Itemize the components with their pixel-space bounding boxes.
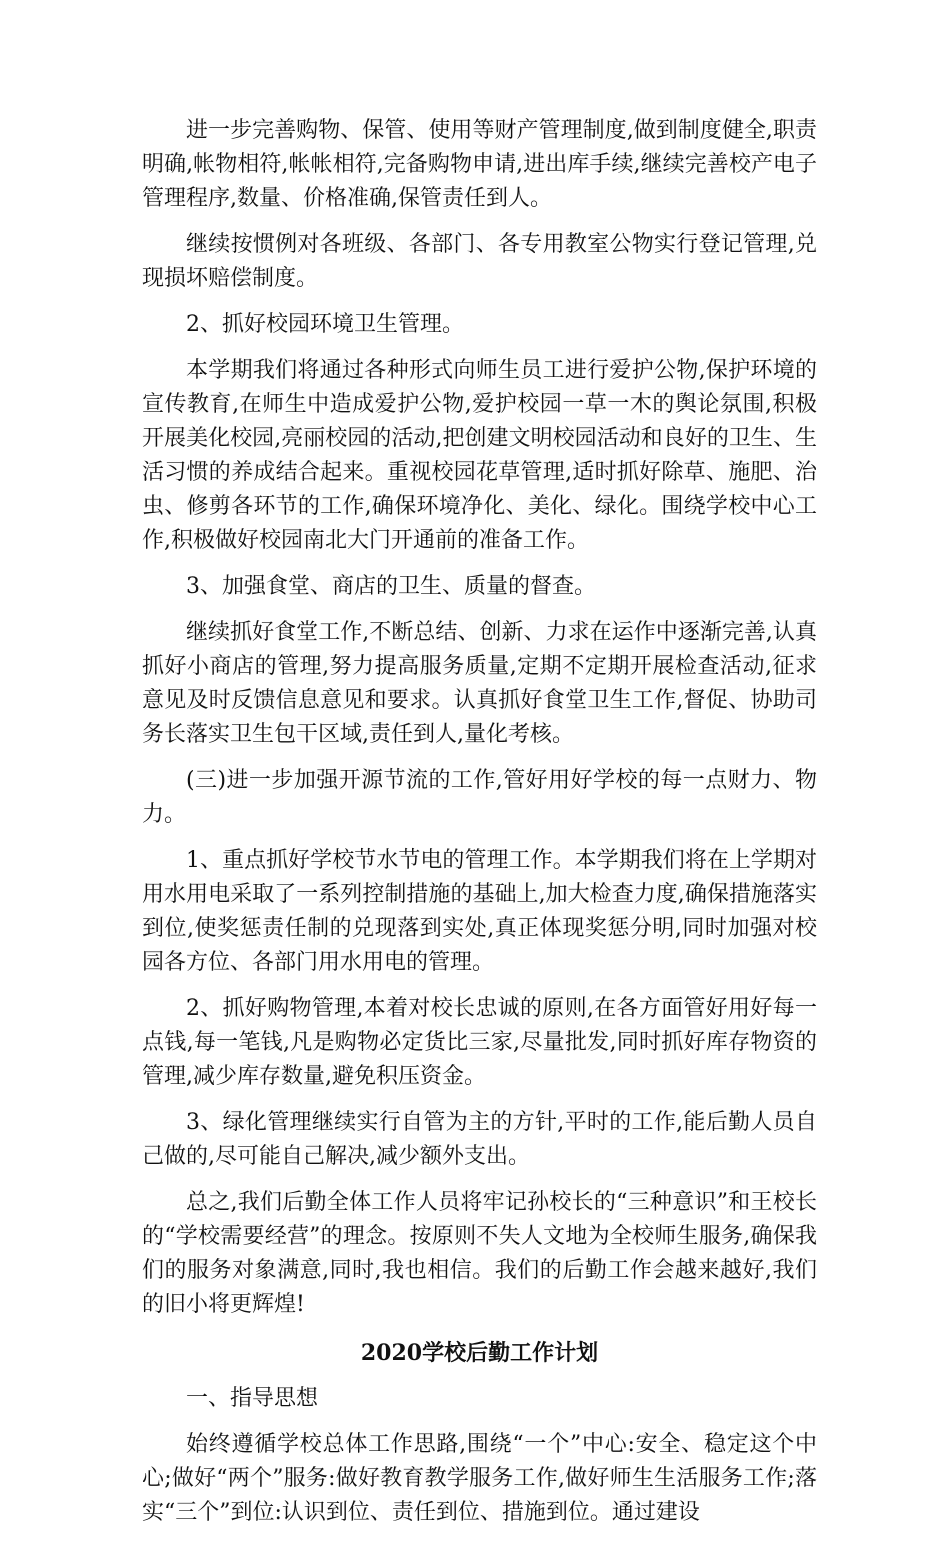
paragraph-greening: 3、绿化管理继续实行自管为主的方针,平时的工作,能后勤人员自己做的,尽可能自己解决,减少额外支出。 (142, 1110, 817, 1169)
document-body (142, 114, 817, 1542)
paragraph-campus-hygiene-heading: 2、抓好校园环境卫生管理。 (186, 312, 464, 337)
paragraph-property-management: 进一步完善购物、保管、使用等财产管理制度,做到制度健全,职责明确,帐物相符,帐帐相符,完备购物申请,进出库手续,继续完善校产电子管理程序,数量、价格准确,保管责任到人。 (142, 118, 817, 211)
paragraph-public-property-registration: 继续按惯例对各班级、各部门、各专用教室公物实行登记管理,兑现损坏赔偿制度。 (142, 232, 817, 291)
document-heading: 2020学校后勤工作计划 (360, 1340, 599, 1366)
paragraph-purchasing: 2、抓好购物管理,本着对校长忠诚的原则,在各方面管好用好每一点钱,每一笔钱,凡是购物必定货比三家,尽量批发,同时抓好库存物资的管理,减少库存数量,避免积压资金。 (142, 996, 817, 1089)
paragraph-canteen-heading: 3、加强食堂、商店的卫生、质量的督查。 (186, 574, 596, 599)
paragraph-conclusion: 总之,我们后勤全体工作人员将牢记孙校长的“三种意识”和王校长的“学校需要经营”的理念。按原则不失人文地为全校师生服务,确保我们的服务对象满意,同时,我也相信。我们的后勤工作会越来越好,我们的旧小将更辉煌! (142, 1190, 817, 1317)
paragraph-section-three-heading: (三)进一步加强开源节流的工作,管好用好学校的每一点财力、物力。 (142, 768, 817, 827)
paragraph-campus-environment: 本学期我们将通过各种形式向师生员工进行爱护公物,保护环境的宣传教育,在师生中造成爱护公物,爱护校园一草一木的舆论氛围,积极开展美化校园,亮丽校园的活动,把创建文明校园活动和良好的卫生、生活习惯的养成结合起来。重视校园花草管理,适时抓好除草、施肥、治虫、修剪各环节的工作,确保环境净化、美化、绿化。围绕学校中心工作,积极做好校园南北大门开通前的准备工作。 (142, 358, 817, 553)
section-title: 一、指导思想 (186, 1386, 319, 1411)
paragraph-canteen-work: 继续抓好食堂工作,不断总结、创新、力求在运作中逐渐完善,认真抓好小商店的管理,努力提高服务质量,定期不定期开展检查活动,征求意见及时反馈信息意见和要求。认真抓好食堂卫生工作,督促、协助司务长落实卫生包干区域,责任到人,量化考核。 (142, 620, 817, 747)
paragraph-guiding-thought: 始终遵循学校总体工作思路,围绕“一个”中心:安全、稳定这个中心;做好“两个”服务:做好教育教学服务工作,做好师生生活服务工作;落实“三个”到位:认识到位、责任到位、措施到位。通过建设 (142, 1432, 817, 1525)
paragraph-water-electricity: 1、重点抓好学校节水节电的管理工作。本学期我们将在上学期对用水用电采取了一系列控制措施的基础上,加大检查力度,确保措施落实到位,使奖惩责任制的兑现落到实处,真正体现奖惩分明,同时加强对校园各方位、各部门用水用电的管理。 (142, 848, 817, 975)
